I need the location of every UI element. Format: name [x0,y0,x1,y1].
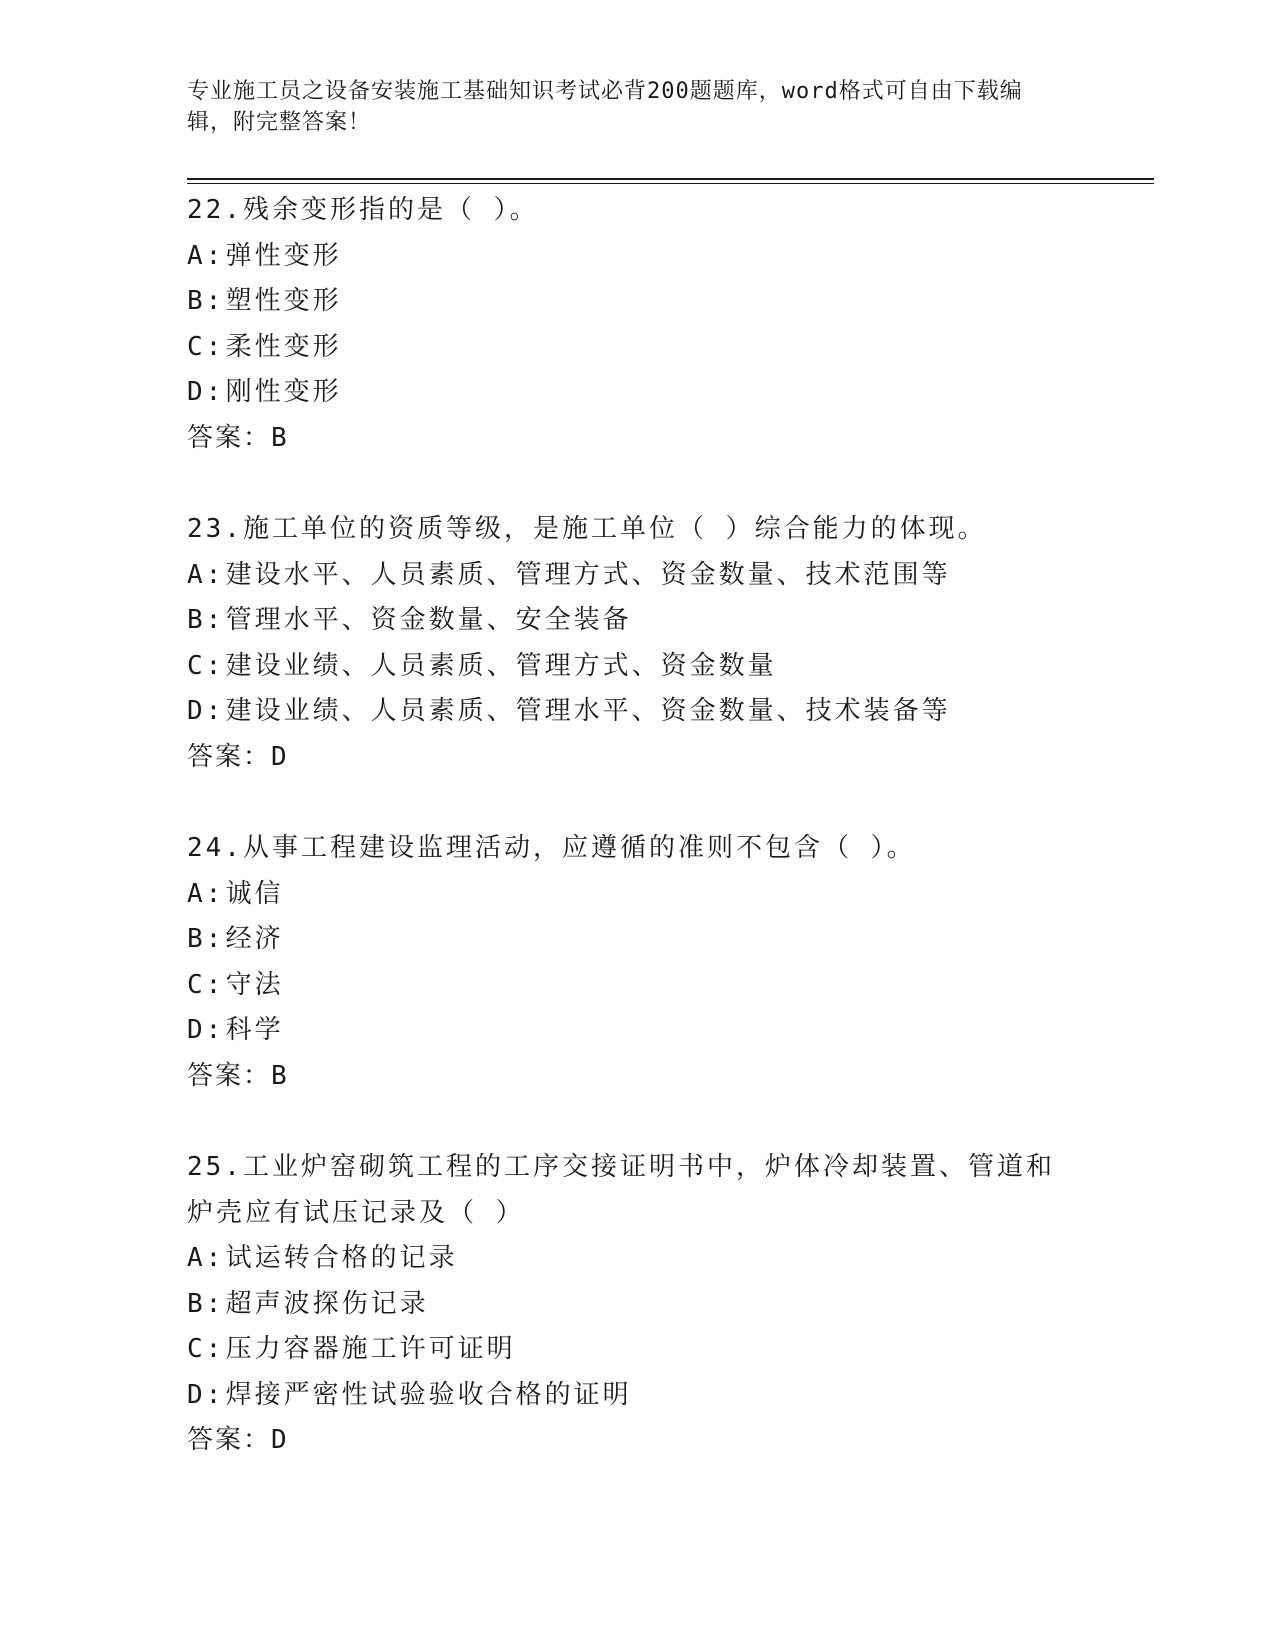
option-b: B:塑性变形 [187,279,1087,325]
option-key: A [187,559,206,590]
option-key: B [187,924,206,954]
option-key: A [187,1243,206,1273]
option-key: A [187,240,206,271]
option-d: D:建设业绩、人员素质、管理水平、资金数量、技术装备等 [187,689,1087,735]
option-c: C:压力容器施工许可证明 [187,1327,1087,1373]
option-c: C:柔性变形 [187,325,1087,371]
answer-label: 答案： [187,741,272,772]
option-b: B:超声波探伤记录 [187,1282,1087,1328]
option-text: 建设水平、人员素质、管理方式、资金数量、技术范围等 [225,559,951,590]
option-key: C [187,969,206,1000]
option-a: A:诚信 [187,872,1087,918]
question-22 [187,188,1087,461]
answer-line [187,1054,1087,1100]
option-d: D:刚性变形 [187,370,1087,416]
question-23 [187,507,1087,780]
answer-label: 答案： [187,422,272,453]
document-header: 专业施工员之设备安装施工基础知识考试必背200题题库，word格式可自由下载编辑，附完整答案！ [187,79,1023,135]
option-a: A:试运转合格的记录 [187,1236,1087,1282]
option-text: 守法 [225,969,284,1000]
question-25 [187,1145,1087,1464]
option-text: 科学 [225,1015,284,1045]
option-text: 柔性变形 [225,331,342,362]
answer-value: B [271,422,289,453]
question-stem: 22.残余变形指的是（ ）。 [187,195,539,225]
answer-label: 答案： [187,1425,272,1455]
option-key: B [187,1288,206,1319]
option-key: C [187,1334,206,1364]
option-text: 塑性变形 [225,286,342,316]
option-a: A:弹性变形 [187,234,1087,280]
question-stem: 24.从事工程建设监理活动，应遵循的准则不包含（ ）。 [187,833,916,863]
option-b: B:管理水平、资金数量、安全装备 [187,598,1087,644]
option-key: B [187,605,206,635]
question-stem: 23.施工单位的资质等级，是施工单位（ ）综合能力的体现。 [187,514,987,544]
header-divider-thin [187,183,1154,184]
option-c: C:建设业绩、人员素质、管理方式、资金数量 [187,644,1087,690]
question-24 [187,826,1087,1099]
option-b: B:经济 [187,917,1087,963]
option-key: A [187,878,206,909]
option-key: D [187,1379,206,1410]
answer-label: 答案： [187,1060,272,1091]
option-key: D [187,1015,206,1045]
option-key: C [187,331,206,362]
option-a: A:建设水平、人员素质、管理方式、资金数量、技术范围等 [187,553,1087,599]
answer-value: D [271,741,289,772]
question-list [187,188,1087,1510]
answer-value: D [271,1425,289,1455]
answer-line [187,1418,1087,1464]
option-text: 超声波探伤记录 [225,1288,429,1319]
option-text: 刚性变形 [225,377,342,407]
option-d: D:焊接严密性试验验收合格的证明 [187,1373,1087,1419]
option-text: 建设业绩、人员素质、管理方式、资金数量 [225,650,777,681]
option-text: 诚信 [225,878,284,909]
option-key: C [187,650,206,681]
option-text: 压力容器施工许可证明 [225,1334,516,1364]
option-text: 弹性变形 [225,240,342,271]
option-text: 试运转合格的记录 [225,1243,458,1273]
question-stem: 25.工业炉窑砌筑工程的工序交接证明书中，炉体冷却装置、管道和炉壳应有试压记录及（ ） [187,1152,1055,1228]
option-key: D [187,696,206,726]
option-text: 焊接严密性试验验收合格的证明 [225,1379,632,1410]
option-key: D [187,377,206,407]
answer-line [187,416,1087,462]
option-c: C:守法 [187,963,1087,1009]
option-text: 建设业绩、人员素质、管理水平、资金数量、技术装备等 [225,696,951,726]
answer-line [187,735,1087,781]
answer-value: B [271,1060,289,1091]
option-text: 经济 [225,924,284,954]
option-text: 管理水平、资金数量、安全装备 [225,605,632,635]
option-d: D:科学 [187,1008,1087,1054]
header-divider-thick [187,178,1154,180]
option-key: B [187,286,206,316]
